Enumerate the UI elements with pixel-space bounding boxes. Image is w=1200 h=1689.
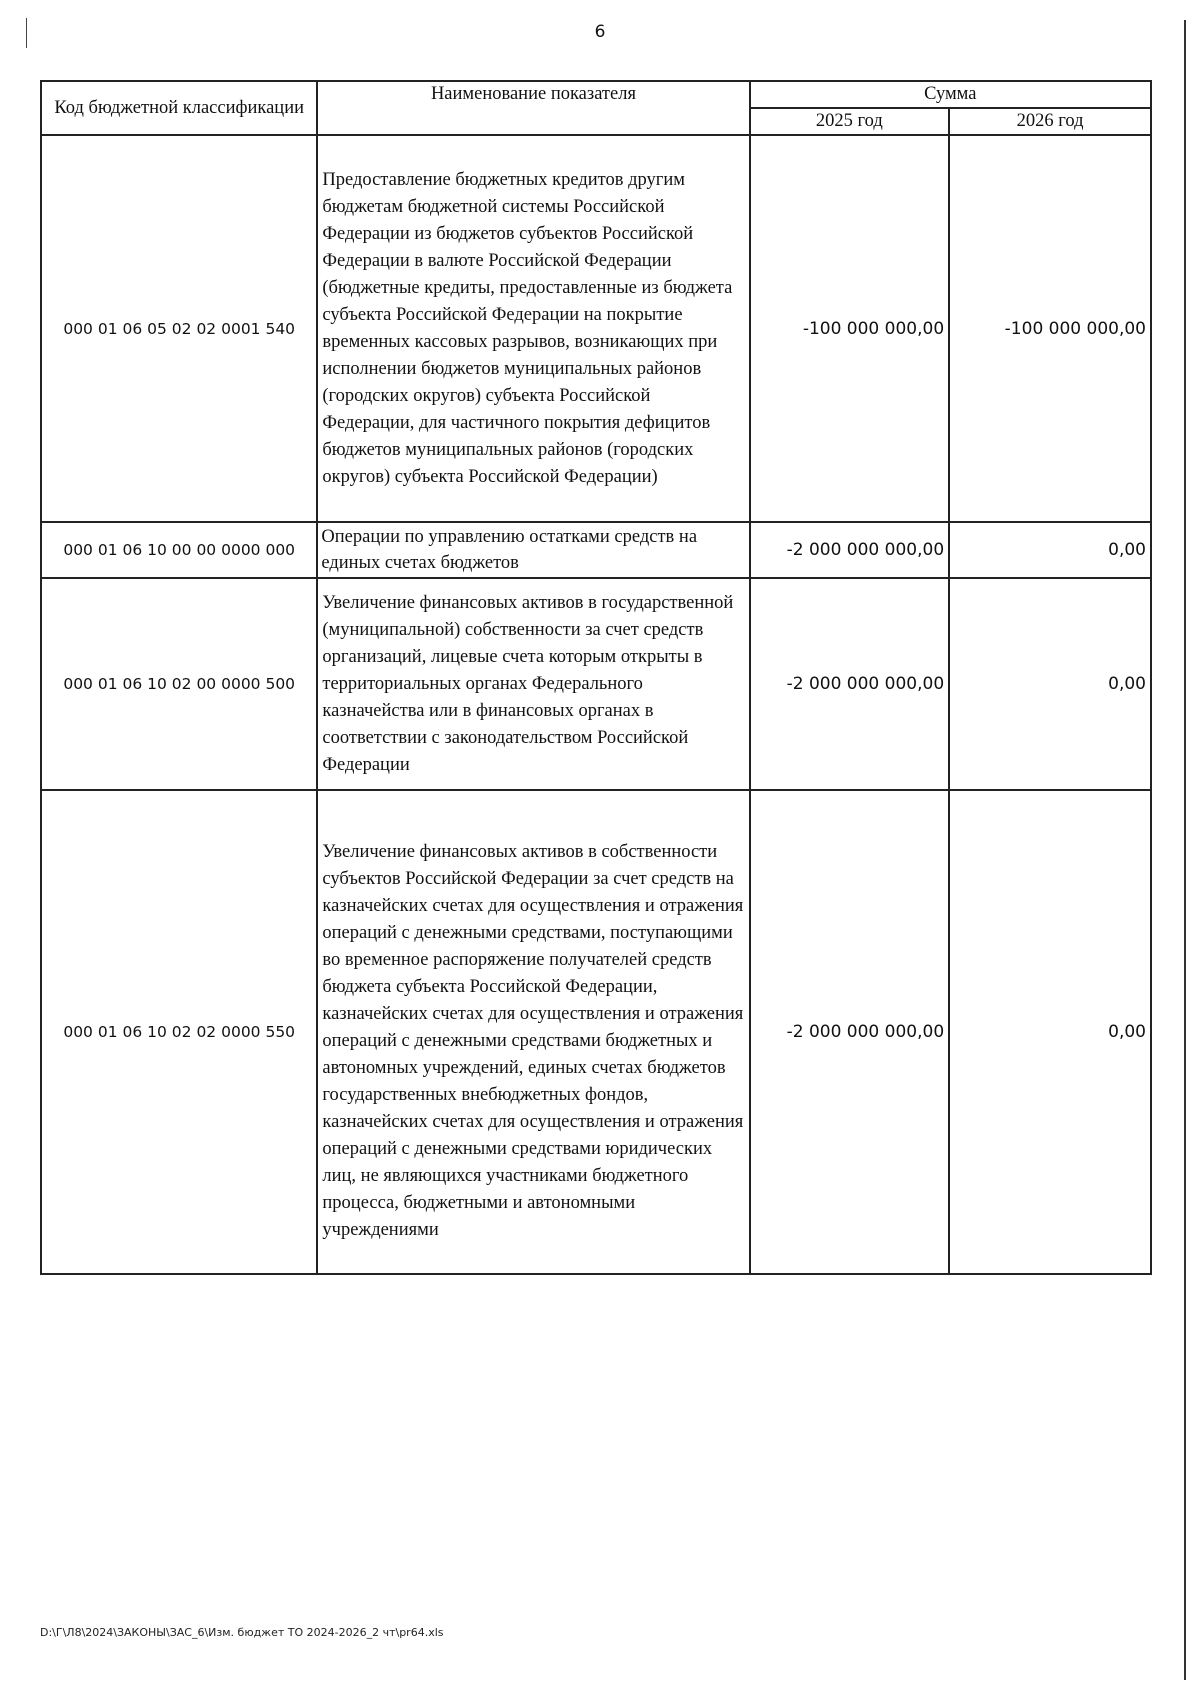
file-path-footer: D:\Г\Л8\2024\ЗАКОНЫ\ЗАС_6\Изм. бюджет ТО 2024-2026_2 чт\pr64.xls	[40, 1626, 444, 1639]
row-value-2025: -2 000 000 000,00	[750, 578, 950, 790]
budget-table	[40, 80, 1152, 1275]
row-value-2026: 0,00	[949, 522, 1151, 578]
row-code: 000 01 06 10 02 02 0000 550	[41, 790, 317, 1274]
row-name: Увеличение финансовых активов в государственной (муниципальной) собственности за счет средств организаций, лицевые счета которым открыты в территориальных органах Федерального казначейства или в финансовых органах в соответствии с законодательством Российской Федерации	[317, 578, 749, 790]
header-code: Код бюджетной классификации	[41, 81, 317, 135]
row-code: 000 01 06 10 00 00 0000 000	[41, 522, 317, 578]
table-row	[41, 522, 1151, 578]
row-code: 000 01 06 10 02 00 0000 500	[41, 578, 317, 790]
table-row	[41, 578, 1151, 790]
table-row	[41, 135, 1151, 522]
scan-edge-mark	[26, 18, 27, 48]
row-name: Операции по управлению остатками средств на единых счетах бюджетов	[317, 522, 749, 578]
row-name: Предоставление бюджетных кредитов другим бюджетам бюджетной системы Российской Федерации из бюджетов субъектов Российской Федерации в валюте Российской Федерации (бюджетные кредиты, предоставленные из бюджета субъекта Российской Федерации на покрытие временных кассовых разрывов, возникающих при исполнении бюджетов муниципальных районов (городских округов) субъекта Российской Федерации, для частичного покрытия дефицитов бюджетов муниципальных районов (городских округов) субъекта Российской Федерации)	[317, 135, 749, 522]
row-value-2025: -100 000 000,00	[750, 135, 950, 522]
row-value-2026: 0,00	[949, 790, 1151, 1274]
header-year-2025: 2025 год	[750, 108, 950, 135]
row-value-2025: -2 000 000 000,00	[750, 522, 950, 578]
header-year-2026: 2026 год	[949, 108, 1151, 135]
header-sum: Сумма	[750, 81, 1151, 108]
row-value-2026: -100 000 000,00	[949, 135, 1151, 522]
scan-edge-line	[1184, 20, 1186, 1680]
row-value-2026: 0,00	[949, 578, 1151, 790]
row-value-2025: -2 000 000 000,00	[750, 790, 950, 1274]
table-row	[41, 790, 1151, 1274]
row-name: Увеличение финансовых активов в собственности субъектов Российской Федерации за счет средств на казначейских счетах для осуществления и отражения операций с денежными средствами, поступающими во временное распоряжение получателей средств бюджета субъекта Российской Федерации, казначейских счетах для осуществления и отражения операций с денежными средствами бюджетных и автономных учреждений, единых счетах бюджетов государственных внебюджетных фондов, казначейских счетах для осуществления и отражения операций с денежными средствами юридических лиц, не являющихся участниками бюджетного процесса, бюджетными и автономными учреждениями	[317, 790, 749, 1274]
header-name: Наименование показателя	[317, 81, 749, 135]
page-number: 6	[594, 22, 606, 42]
row-code: 000 01 06 05 02 02 0001 540	[41, 135, 317, 522]
